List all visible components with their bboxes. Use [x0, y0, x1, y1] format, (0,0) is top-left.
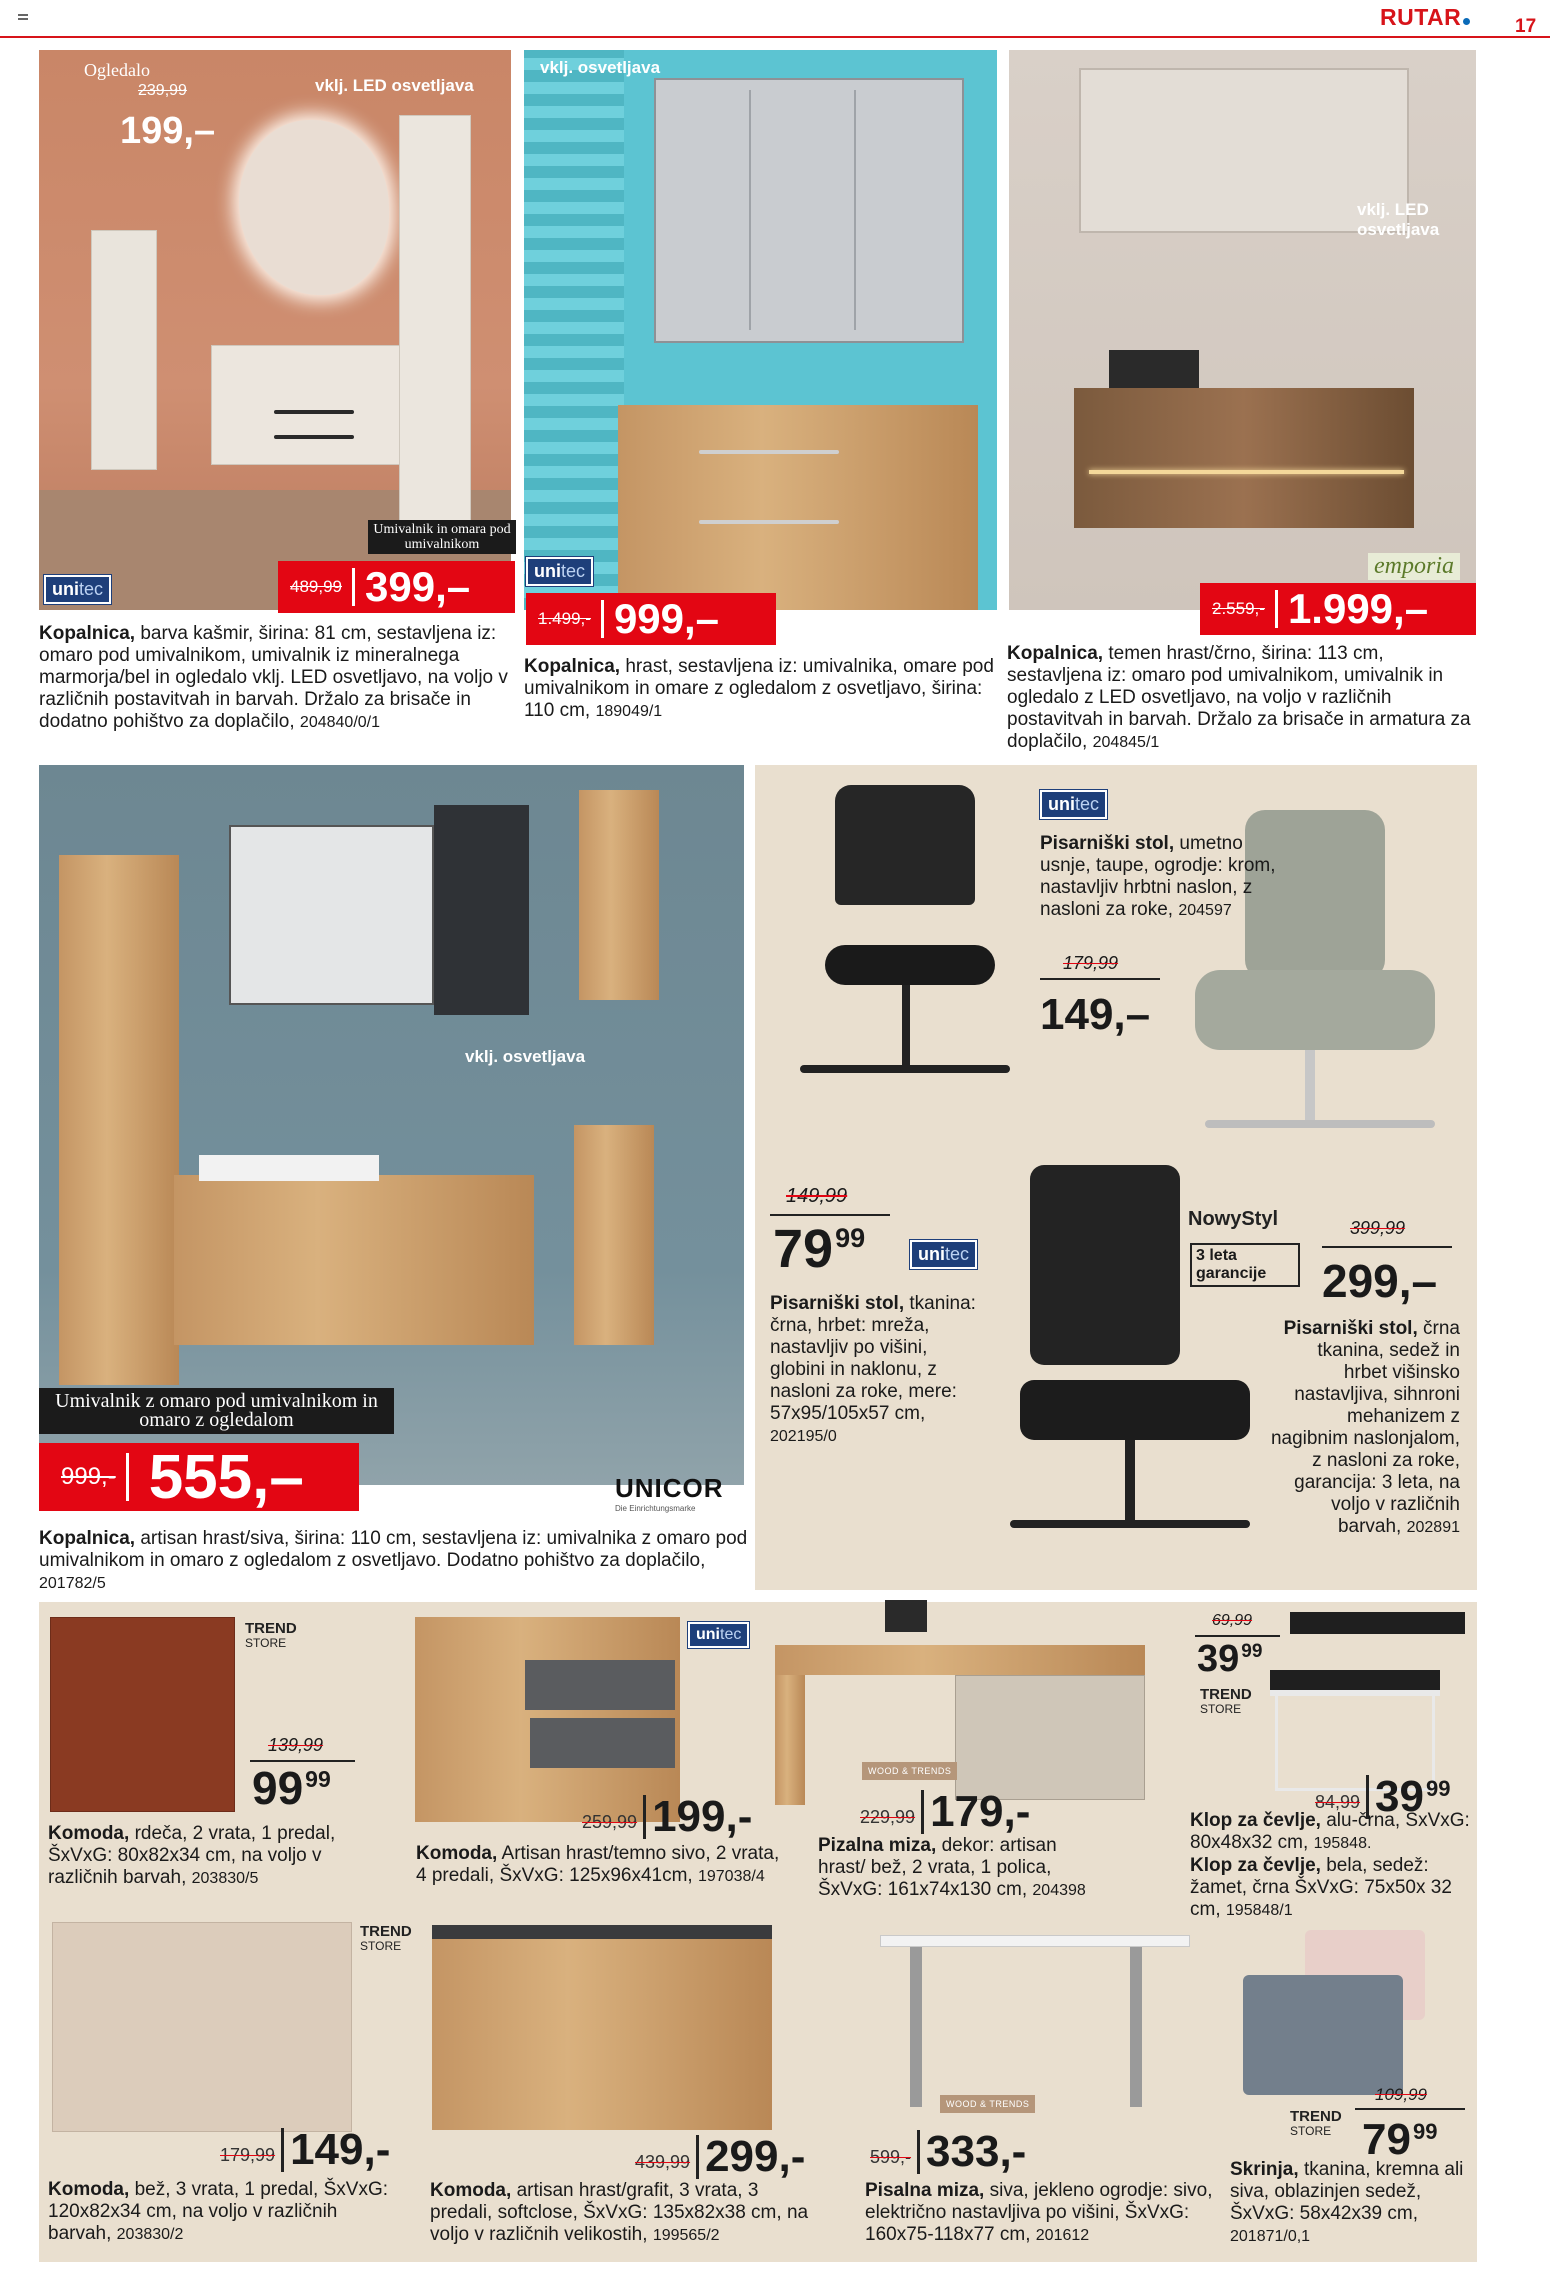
led-label: vklj. LED osvetljava [315, 76, 474, 95]
corner-desk-cabinet [955, 1675, 1145, 1800]
bathroom-1-description: Kopalnica, barva kašmir, širina: 81 cm, sestavljena iz: omaro pod umivalnikom, umivalnik iz mineralnega marmorja/bel in ogledalo vklj. LED osvetljavo, na voljo v različnih postavitvah in barvah. Držalo za brisače in dodatno pohištvo za doplačilo, 204840/0/1 [39, 623, 508, 732]
standing-desk-leg [910, 1947, 922, 2107]
bathroom-3-price: 2.559,- 1.999,– [1200, 583, 1476, 635]
desk-1-price: 229,99 179,- [860, 1787, 1031, 1836]
dresser-drawer-gray [530, 1718, 675, 1768]
mirror-old-price: 239,99 [138, 82, 187, 99]
gray-chest-image [1243, 1975, 1403, 2095]
bathroom-1-caption: Umivalnik in omara pod umivalnikom [368, 520, 516, 554]
chair-3-description: Pisarniški stol, črna tkanina, sedež in hrbet višinsko nastavljiva, sihnroni mehanizem z nagibnim naslonjalom, z nasloni za roke, garancija: 3 leta, na voljo v različnih barvah, 202891 [1270, 1318, 1460, 1537]
bathroom-2-led-label: vklj. osvetljava [540, 58, 661, 77]
bench-top-old-price: 69,99 [1212, 1612, 1253, 1629]
brand-unitec-logo: unitec [44, 575, 111, 604]
dresser-top-graphite [432, 1925, 772, 1939]
bench-top-price-line [1195, 1635, 1280, 1637]
white-bench-image [1270, 1670, 1440, 1696]
dresser-1-description: Komoda, rdeča, 2 vrata, 1 predal, ŠxVxG: 80x82x34 cm, na voljo v različnih barvah, 203830/5 [48, 1823, 336, 1888]
brand-unitec-logo: unitec [910, 1240, 977, 1269]
standing-desk-image [880, 1935, 1190, 1947]
graphite-dresser-image [432, 1925, 772, 2130]
brand-unicor-logo: UNICOR Die Einrichtungsmarke [615, 1473, 724, 1513]
bathroom-3-photo [1009, 50, 1476, 610]
chair-2-new-price: $79^{99}$ [773, 1219, 866, 1279]
chest-old-price: 109,99 [1375, 2085, 1427, 2104]
dresser-1-old-price: 139,99 [268, 1735, 324, 1755]
bench-price: 84,99 $39^{99}$ [1315, 1772, 1451, 1821]
brand-logo: RUTAR [1380, 4, 1470, 31]
page-header [0, 0, 1550, 38]
dresser-drawer-gray [525, 1660, 675, 1710]
beige-dresser-image [52, 1922, 352, 2132]
dresser-3-description: Komoda, bež, 3 vrata, 1 predal, ŠxVxG: 120x82x34 cm, na voljo v različnih barvah, 203830/2 [48, 2179, 389, 2244]
bathroom-3-description: Kopalnica, temen hrast/črno, širina: 113 cm, sestavljena iz: omaro pod umivalnikom, umivalnik in ogledalo z LED osvetljavo, na voljo v različnih postavitvah in barvah. Držalo za brisače in armatura za doplačilo, 204845/1 [1007, 643, 1471, 752]
bathroom-4-description: Kopalnica, artisan hrast/siva, širina: 110 cm, sestavljena iz: umivalnika z omaro pod umivalnikom in omaro z ogledalom z osvetljavo. Dodatno pohištvo za doplačilo, 201782/5 [39, 1528, 748, 1592]
bench-description: Klop za čevlje, alu-črna, ŠxVxG: 80x48x32 cm, 195848. Klop za čevlje, bela, sedež: žamet, črna ŠxVxG: 75x50x 32 cm, 195848/1 [1190, 1810, 1470, 1920]
chest-description: Skrinja, tkanina, kremna ali siva, oblazinjen sedež, ŠxVxG: 58x42x39 cm, 201871/0,1 [1230, 2159, 1464, 2245]
dresser-2-price: 259,99 199,- [582, 1792, 753, 1841]
brand-unitec-logo: unitec [526, 557, 593, 586]
bathroom-4-led-label: vklj. osvetljava [465, 1047, 586, 1066]
brand-trend-logo: TREND STORE [245, 1620, 297, 1650]
chair-1-old-price: 179,99 [1063, 953, 1119, 973]
chair-2-old-price: 149,99 [786, 1185, 848, 1207]
menu-icon[interactable] [18, 14, 28, 23]
warranty-badge: 3 leta garancije [1190, 1243, 1300, 1287]
bathroom-2-description: Kopalnica, hrast, sestavljena iz: umivalnika, omare pod umivalnikom in omare z ogledalom z osvetljavo, širina: 110 cm, 189049/1 [524, 656, 994, 721]
bathroom-1-price: 489,99 399,– [278, 561, 515, 613]
mesh-chair-image [790, 785, 1020, 1145]
dresser-2-description: Komoda, Artisan hrast/temno sivo, 2 vrata, 4 predali, ŠxVxG: 125x96x41cm, 197038/4 [416, 1843, 780, 1886]
chair-1-description: Pisarniški stol, umetno usnje, taupe, ogrodje: krom, nastavljiv hrbtni naslon, z nasloni za roke, 204597 [1040, 833, 1276, 920]
brand-unitec-logo: unitec [688, 1622, 749, 1648]
standing-desk-leg [1130, 1947, 1142, 2107]
desk-1-description: Pizalna miza, dekor: artisan hrast/ bež, 2 vrata, 1 polica, ŠxVxG: 161x74x130 cm, 204398 [818, 1835, 1086, 1900]
bathroom-4-price: 999,- 555,– [39, 1443, 359, 1511]
brand-emporia-logo: emporia [1368, 553, 1460, 580]
brand-woodtrends-logo: WOOD & TRENDS [862, 1762, 957, 1780]
corner-desk-image [775, 1645, 1145, 1675]
chair-2-description: Pisarniški stol, tkanina: črna, hrbet: mreža, nastavljiv po višini, globini in naklonu, z nasloni za roke, mere: 57x95/105x57 cm, 202195/0 [770, 1293, 976, 1445]
brand-trend-logo: TREND STORE [1200, 1686, 1252, 1716]
bathroom-4-photo [39, 765, 744, 1485]
desk-2-price: 599,- 333,- [870, 2127, 1027, 2176]
bench-top-new-price: 39 $^{99}$ [1197, 1638, 1263, 1680]
black-bench-image [1290, 1612, 1465, 1634]
dresser-3-price: 179,99 149,- [220, 2125, 391, 2174]
mirror-new-price: 199,– [120, 110, 216, 152]
bathroom-2-photo [524, 50, 997, 610]
brand-woodtrends-logo: WOOD & TRENDS [940, 2095, 1035, 2113]
desk-2-description: Pisalna miza, siva, jekleno ogrodje: sivo, električno nastavljiva po višini, ŠxVxG: 160x75-118x77 cm, 201612 [865, 2180, 1213, 2245]
chair-3-new-price: 299,– [1322, 1255, 1438, 1307]
chest-new-price: $79^{99}$ [1362, 2115, 1438, 2164]
chair-2-price-line [770, 1214, 890, 1216]
chair-3-price-line [1322, 1246, 1452, 1248]
chair-1-new-price: 149,– [1040, 990, 1151, 1039]
chair-3-old-price: 399,99 [1350, 1218, 1406, 1238]
dresser-4-description: Komoda, artisan hrast/grafit, 3 vrata, 3 predali, softclose, ŠxVxG: 135x82x38 cm, na voljo v različnih velikostih, 199565/2 [430, 2180, 809, 2245]
corner-desk-side [775, 1675, 805, 1805]
brand-trend-logo: TREND STORE [360, 1923, 412, 1953]
bathroom-2-price: 1.499,- 999,– [526, 593, 776, 645]
page-number: 17 [1515, 16, 1537, 37]
dresser-4-price: 439,99 299,- [635, 2132, 806, 2181]
dresser-1-new-price: $99^{99}$ [252, 1762, 331, 1814]
red-dresser-image [50, 1617, 235, 1812]
monitor-image [885, 1600, 927, 1632]
brand-unitec-logo: unitec [1040, 790, 1107, 819]
bathroom-3-led-label: vklj. LED osvetljava [1357, 200, 1440, 239]
bathroom-4-caption: Umivalnik z omaro pod umivalnikom in omaro z ogledalom [39, 1388, 394, 1434]
brand-nowystyl-logo: NowyStyl [1188, 1208, 1279, 1230]
brand-trend-logo: TREND STORE [1290, 2108, 1342, 2138]
chest-price-line [1355, 2108, 1465, 2110]
chair-1-price-line [1040, 978, 1160, 980]
mirror-label: Ogledalo [84, 60, 150, 80]
